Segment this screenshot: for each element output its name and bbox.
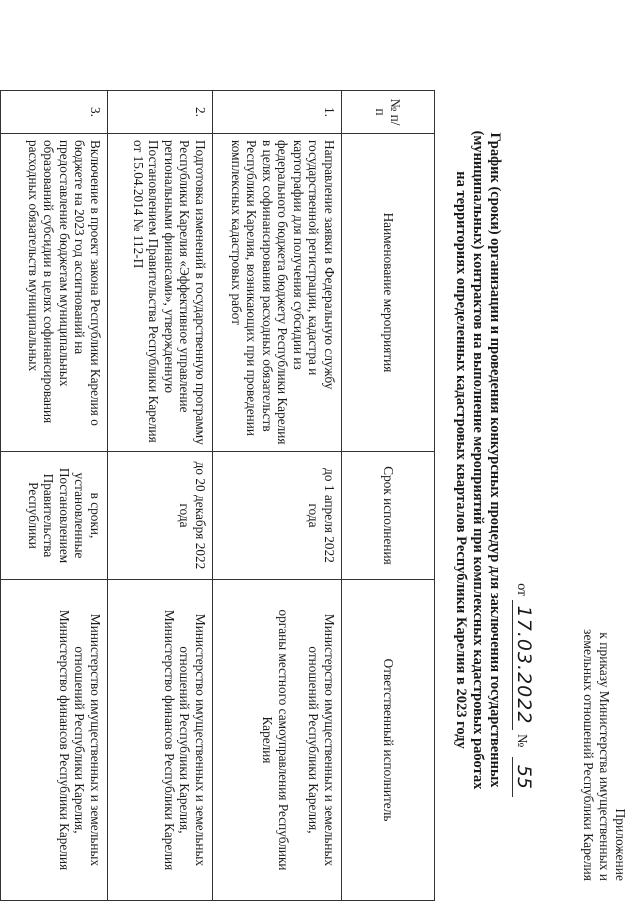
order-line-1: к приказу Министерства имущественных и (597, 632, 612, 881)
responsible-1: Министерство имущественных и земельных отношений Республики Карелия, (177, 613, 208, 867)
table-row (108, 91, 213, 901)
row-name: Направление заявки в Федеральную службу государственной регистрации, кадастра и картографии для получения субсидии из федерального бюджета бюджету Республики Карелия в целях софинансирования расходных обязательств Республики Карелия, возникающих при проведении комплексных кадастровых работ (213, 134, 342, 452)
row-responsible (1, 580, 108, 901)
row-name: Подготовка изменений в государственную программу Республики Карелия «Эффективное управление региональными финансами», утвержденную Постановлением Правительства Республики Карелия от 15.04.2014 № 112-П (108, 134, 213, 452)
appendix-label: Приложение (613, 808, 628, 881)
responsible-2: Министерство финансов Республики Карелия (57, 609, 72, 871)
row-responsible (108, 580, 213, 901)
row-num: 1. (213, 91, 342, 134)
table-header-row (342, 91, 435, 901)
number-label: № (514, 733, 529, 748)
header-responsible: Ответственный исполнитель (342, 580, 435, 901)
header-num: № п/п (342, 91, 435, 134)
row-term: в сроки, установленные Постановлением Правительства Республики (1, 452, 108, 580)
row-responsible (213, 580, 342, 901)
table-row (213, 91, 342, 901)
responsible-2: Министерство финансов Республики Карелия (162, 609, 177, 871)
appendix-block (580, 521, 628, 881)
row-term: до 20 декабря 2022 года (108, 452, 213, 580)
document-header (450, 0, 640, 905)
handwritten-number: 55 (512, 757, 535, 797)
title-line-2: (муниципальных) контрактов на выполнение мероприятий при комплексных кадастровых работах (470, 130, 486, 790)
handwritten-date: 17.03.2022 (512, 600, 535, 731)
from-label: от (514, 583, 529, 597)
title-line-3: на территориях определенных кадастровых кварталов Республики Карелия в 2023 году (453, 171, 469, 749)
responsible-1: Министерство имущественных и земельных отношений Республики Карелия, (306, 613, 337, 867)
title-line-1: График (сроки) организации и проведения конкурсных процедур для заключения государственных (487, 132, 503, 788)
row-num: 3. (1, 91, 108, 134)
schedule-table (0, 90, 435, 901)
table-row (1, 91, 108, 901)
row-num: 2. (108, 91, 213, 134)
header-name: Наименование мероприятия (342, 134, 435, 452)
responsible-2: органы местного самоуправления Республики Карелия (260, 609, 291, 871)
row-name: Включение в проект закона Республики Карелия о бюджете на 2023 год ассигнований на предоставление бюджетам муниципальных образований субсидии в целях софинансирования расходных обязательств муниципальных (1, 134, 108, 452)
document-title (452, 110, 503, 810)
header-term: Срок исполнения (342, 452, 435, 580)
responsible-1: Министерство имущественных и земельных отношений Республики Карелия, (72, 613, 103, 867)
row-term: до 1 апреля 2022 года (213, 452, 342, 580)
order-date-number (512, 583, 535, 797)
order-line-2: земельных отношений Республики Карелия (581, 629, 596, 881)
